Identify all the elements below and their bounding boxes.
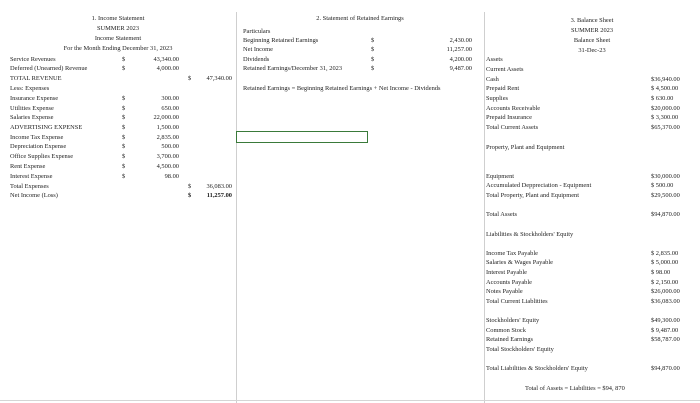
expense-label: Rent Expense [10, 163, 46, 170]
expense-dollar: $ [122, 124, 126, 131]
income-subtitle: Income Statement [94, 35, 142, 42]
equity-label: Retained Earnings [486, 336, 534, 343]
total-expenses-dollar: $ [188, 183, 192, 190]
retained-row-dollar: $ [371, 65, 375, 72]
column-divider [236, 12, 237, 403]
total-revenue-amount: 47,340.00 [206, 75, 232, 82]
bottom-border [0, 400, 700, 401]
retained-row-label: Beginning Retained Earnings [243, 37, 319, 44]
asset-label: Accounts Receivable [486, 105, 541, 112]
total-assets-amount: $94,870.00 [651, 211, 680, 218]
asset-amount: $ 3,300.00 [651, 114, 679, 121]
liability-label: Total Current Liablitites [486, 298, 548, 305]
expense-amount: 2,835.00 [156, 134, 179, 141]
ppe-item-amount: $30,000.00 [651, 173, 680, 180]
ppe-item-amount: $29,500.00 [651, 192, 680, 199]
liability-amount: $ 98.00 [651, 269, 671, 276]
retained-row-label: Dividends [243, 56, 270, 63]
total-revenue-dollar: $ [188, 75, 192, 82]
asset-amount: $65,370.00 [651, 124, 680, 131]
total-liab-equity-label: Total Liabilities & Stockholders' Equity [486, 365, 588, 372]
income-company: SUMMER 2023 [96, 25, 140, 32]
ppe-item-amount: $ 500.00 [651, 182, 674, 189]
less-expenses-label: Less: Expenses [10, 85, 50, 92]
expense-amount: 4,500.00 [156, 163, 179, 170]
total-expenses-label: Total Expenses [10, 183, 49, 190]
liability-amount: $26,000.00 [651, 288, 680, 295]
balance-title: 3. Balance Sheet [570, 17, 614, 24]
expense-dollar: $ [122, 163, 126, 170]
ppe-item-label: Accumulated Deppreciation - Equipment [486, 182, 592, 189]
expense-label: Depreciation Expense [10, 143, 67, 150]
column-divider [484, 12, 485, 403]
expense-dollar: $ [122, 105, 126, 112]
liability-amount: $ 2,150.00 [651, 279, 679, 286]
equity-amount: $ 9,487.00 [651, 327, 679, 334]
retained-formula: Retained Earnings = Beginning Retained Earnings + Net Income - Dividends [243, 85, 441, 92]
income-period: For the Month Ending December 31, 2023 [63, 45, 173, 52]
balance-company: SUMMER 2023 [570, 27, 614, 34]
expense-label: Office Supplies Expense [10, 153, 74, 160]
expense-dollar: $ [122, 95, 126, 102]
revenue-amount: 43,340.00 [153, 56, 179, 63]
selected-cell[interactable] [236, 131, 368, 143]
expense-amount: 3,700.00 [156, 153, 179, 160]
retained-row-dollar: $ [371, 56, 375, 63]
income-title: 1. Income Statement [91, 15, 145, 22]
equity-amount: $49,300.00 [651, 317, 680, 324]
particulars-header: Particulars [243, 28, 271, 35]
liability-label: Salaries & Wages Payable [486, 259, 553, 266]
expense-dollar: $ [122, 134, 126, 141]
ppe-item-label: Total Property, Plant and Equipment [486, 192, 580, 199]
retained-row-amount: 11,257.00 [446, 46, 472, 53]
expense-dollar: $ [122, 153, 126, 160]
asset-label: Total Current Assets [486, 124, 539, 131]
asset-label: Prepaid Insurance [486, 114, 532, 121]
revenue-label: Deferred (Unearned) Revenue [10, 65, 88, 72]
retained-title: 2. Statement of Retained Earnings [316, 15, 404, 22]
net-income-amount: 11,257.00 [206, 192, 232, 199]
expense-label: Interest Expense [10, 173, 53, 180]
expense-amount: 98.00 [164, 173, 179, 180]
liability-label: Notes Payable [486, 288, 523, 295]
equity-label: Stockholders' Equity [486, 317, 540, 324]
retained-row-amount: 4,200.00 [449, 56, 472, 63]
revenue-dollar: $ [122, 56, 126, 63]
liability-amount: $ 5,000.00 [651, 259, 679, 266]
equity-amount: $58,787.00 [651, 336, 680, 343]
balance-subtitle: Balance Sheet [573, 37, 611, 44]
expense-label: Salaries Expense [10, 114, 54, 121]
equity-label: Common Stock [486, 327, 526, 334]
revenue-amount: 4,000.00 [156, 65, 179, 72]
revenue-label: Service Revenues [10, 56, 56, 63]
assets-label: Assets [486, 56, 503, 63]
liability-label: Accounts Payable [486, 279, 532, 286]
expense-dollar: $ [122, 173, 126, 180]
expense-label: Utilities Expense [10, 105, 54, 112]
current-assets-label: Current Assets [486, 66, 524, 73]
total-liab-equity-amount: $94,870.00 [651, 365, 680, 372]
ppe-item-label: Equipment [486, 173, 515, 180]
asset-label: Cash [486, 76, 499, 83]
balance-date: 31-Dec-23 [578, 47, 606, 54]
expense-amount: 300.00 [161, 95, 179, 102]
asset-amount: $ 630.00 [651, 95, 674, 102]
total-assets-label: Total Assets [486, 211, 517, 218]
asset-label: Prepaid Rent [486, 85, 520, 92]
asset-label: Supplies [486, 95, 509, 102]
expense-dollar: $ [122, 143, 126, 150]
equity-label: Total Stockholders' Equity [486, 346, 554, 353]
retained-row-amount: 2,430.00 [449, 37, 472, 44]
expense-amount: 500.00 [161, 143, 179, 150]
expense-amount: 1,500.00 [156, 124, 179, 131]
liability-amount: $36,083.00 [651, 298, 680, 305]
asset-amount: $20,000.00 [651, 105, 680, 112]
liability-label: Interest Payable [486, 269, 527, 276]
net-income-label: Net Income (Loss) [10, 192, 58, 199]
retained-row-dollar: $ [371, 37, 375, 44]
total-expenses-amount: 36,083.00 [206, 183, 232, 190]
expense-label: Insurance Expense [10, 95, 59, 102]
retained-row-amount: 9,487.00 [449, 65, 472, 72]
total-revenue-label: TOTAL REVENUE [10, 75, 62, 82]
retained-row-label: Net Income [243, 46, 273, 53]
expense-amount: 22,000.00 [153, 114, 179, 121]
liabilities-header: Liabilities & Stockholders' Equity [486, 231, 574, 238]
retained-row-dollar: $ [371, 46, 375, 53]
expense-label: Income Tax Expense [10, 134, 64, 141]
retained-row-label: Retained Earnings/December 31, 2023 [243, 65, 343, 72]
expense-amount: 650.00 [161, 105, 179, 112]
expense-label: ADVERTISING EXPENSE [10, 124, 83, 131]
asset-amount: $36,940.00 [651, 76, 680, 83]
liability-amount: $ 2,835.00 [651, 250, 679, 257]
liability-label: Income Tax Payable [486, 250, 538, 257]
expense-dollar: $ [122, 114, 126, 121]
asset-amount: $ 4,500.00 [651, 85, 679, 92]
ppe-label: Property, Plant and Equipment [486, 144, 565, 151]
net-income-dollar: $ [188, 192, 192, 199]
revenue-dollar: $ [122, 65, 126, 72]
balance-check: Total of Assets = Liabilities = $94, 870 [525, 385, 625, 392]
